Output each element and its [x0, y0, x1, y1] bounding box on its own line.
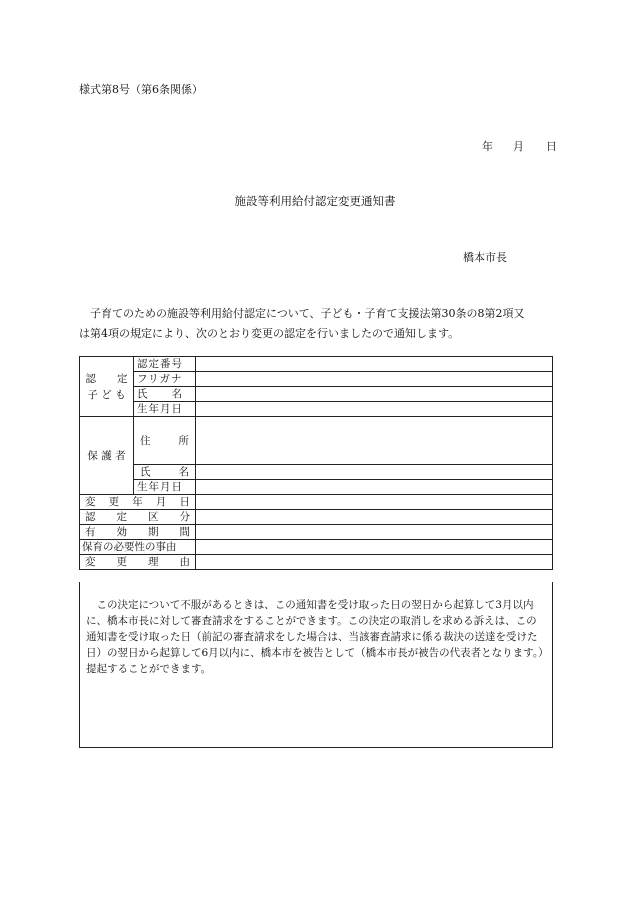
row-label-address	[134, 417, 196, 465]
table-row	[80, 402, 553, 417]
label-char: 変	[85, 556, 96, 568]
address-label-char: 所	[178, 434, 189, 447]
date-month-label: 月	[513, 140, 524, 153]
table-row	[80, 480, 553, 495]
child-group-label-line: 子 ど も	[87, 388, 126, 401]
label-char: 年	[132, 496, 143, 508]
label-char: 月	[155, 496, 167, 508]
label-char: 期	[148, 526, 159, 538]
intro-line-1: 子育てのための施設等利用給付認定について、子ども・子育て支援法第30条の8第2項又	[90, 307, 525, 320]
child-name-value[interactable]	[196, 387, 553, 402]
address-label-char: 住	[140, 434, 151, 447]
intro-paragraph	[79, 304, 554, 344]
label-char: 更	[108, 496, 120, 508]
guardian-name-label-char: 氏	[140, 466, 151, 478]
appeal-notice-text: この決定について不服があるときは、この通知書を受け取った日の翌日から起算して3月以内に、橋本市長に対して審査請求をすることができます。この決定の取消しを求める訴えは、この通知書を受け取った日（前記の審査請求をした場合は、当該審査請求に係る裁決の送達を受けた日）の翌日から起算して6月以内に、橋本市を被告として（橋本市長が被告の代表者となります。）提起することができます。	[86, 599, 544, 675]
valid-period-value[interactable]	[196, 525, 553, 540]
date-line	[482, 138, 557, 154]
row-label-cert-category	[80, 510, 196, 525]
table-row	[80, 495, 553, 510]
label-char: 定	[116, 511, 127, 523]
table-row	[80, 357, 553, 372]
table-row	[80, 540, 553, 555]
cert-number-value[interactable]	[196, 357, 553, 372]
table-row	[80, 510, 553, 525]
label-char: 変	[85, 496, 96, 508]
label-char: 分	[179, 511, 190, 523]
label-char: 理	[148, 556, 159, 568]
row-label-change-date	[80, 495, 196, 510]
address-value[interactable]	[196, 417, 553, 465]
row-label-child-name: 氏 名	[134, 387, 196, 402]
label-char: 日	[179, 496, 190, 508]
child-birthdate-value[interactable]	[196, 402, 553, 417]
row-label-change-reason	[80, 555, 196, 570]
certification-table	[79, 356, 553, 570]
table-row	[80, 465, 553, 480]
table-row	[80, 525, 553, 540]
cert-category-value[interactable]	[196, 510, 553, 525]
table-row	[80, 387, 553, 402]
guardian-name-value[interactable]	[196, 465, 553, 480]
child-group-label	[80, 357, 134, 417]
row-label-cert-number: 認定番号	[134, 357, 196, 372]
intro-line-2: は第4項の規定により、次のとおり変更の認定を行いましたので通知します。	[79, 327, 460, 340]
row-label-child-birthdate: 生年月日	[134, 402, 196, 417]
furigana-value[interactable]	[196, 372, 553, 387]
label-char: 効	[116, 526, 127, 538]
row-label-furigana: フリガナ	[134, 372, 196, 387]
label-char: 認	[85, 511, 96, 523]
table-row	[80, 372, 553, 387]
table-row	[80, 417, 553, 465]
child-group-label-line: 認 定	[85, 372, 128, 385]
issuer-name: 橋本市長	[463, 251, 507, 264]
document-title: 施設等利用給付認定変更通知書	[234, 194, 396, 208]
appeal-notice-box	[79, 582, 553, 748]
guardian-birthdate-value[interactable]	[196, 480, 553, 495]
row-label-valid-period	[80, 525, 196, 540]
label-char: 有	[85, 526, 96, 538]
row-label-guardian-name	[134, 465, 196, 480]
label-char: 間	[179, 526, 190, 538]
change-reason-value[interactable]	[196, 555, 553, 570]
row-label-childcare-need-reason: 保育の必要性の事由	[80, 540, 196, 555]
change-date-value[interactable]	[196, 495, 553, 510]
label-char: 由	[179, 556, 190, 568]
form-number: 様式第8号（第6条関係）	[79, 83, 203, 96]
guardian-name-label-char: 名	[178, 466, 189, 478]
date-year-label: 年	[482, 140, 493, 153]
label-char: 更	[116, 556, 127, 568]
date-day-label: 日	[546, 140, 557, 153]
row-label-guardian-birthdate: 生年月日	[134, 480, 196, 495]
guardian-group-label: 保 護 者	[80, 417, 134, 495]
childcare-need-reason-value[interactable]	[196, 540, 553, 555]
table-row	[80, 555, 553, 570]
label-char: 区	[148, 511, 159, 523]
